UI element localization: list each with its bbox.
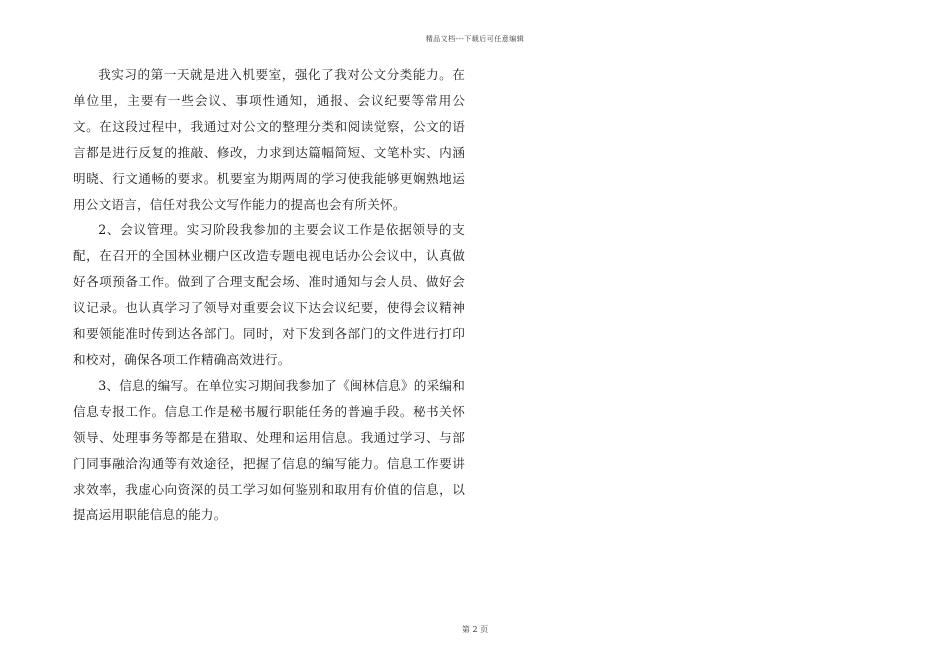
body-text bbox=[73, 62, 465, 528]
paragraph-meeting-management: 2、会议管理。实习阶段我参加的主要会议工作是依据领导的支配，在召开的全国林业棚户区改造专题电视电话办公会议中，认真做好各项预备工作。做到了合理支配会场、准时通知与会人员、做好会议记录。也认真学习了领导对重要会议下达会议纪要，使得会议精神和要领能准时传到达各部门。同时，对下发到各部门的文件进行打印和校对，确保各项工作精确高效进行。 bbox=[73, 222, 465, 367]
paragraph-document-classification: 我实习的第一天就是进入机要室，强化了我对公文分类能力。在单位里，主要有一些会议、事项性通知，通报、会议纪要等常用公文。在这段过程中，我通过对公文的整理分类和阅读觉察，公文的语言都是进行反复的推敲、修改，力求到达篇幅简短、文笔朴实、内涵明晓、行文通畅的要求。机要室为期两周的学习使我能够更娴熟地运用公文语言，信任对我公文写作能力的提高也会有所关怀。 bbox=[73, 67, 465, 212]
page-number: 第 2 页 bbox=[461, 625, 489, 634]
paragraph-information-writing: 3、信息的编写。在单位实习期间我参加了《闽林信息》的采编和信息专报工作。信息工作是秘书履行职能任务的普遍手段。秘书关怀领导、处理事务等都是在猎取、处理和运用信息。我通过学习、与部门同事融洽沟通等有效途径，把握了信息的编写能力。信息工作要讲求效率，我虚心向资深的员工学习如何鉴别和取用有价值的信息，以提高运用职能信息的能力。 bbox=[73, 377, 465, 523]
header-note: 精品文档---下载后可任意编辑 bbox=[425, 35, 525, 43]
